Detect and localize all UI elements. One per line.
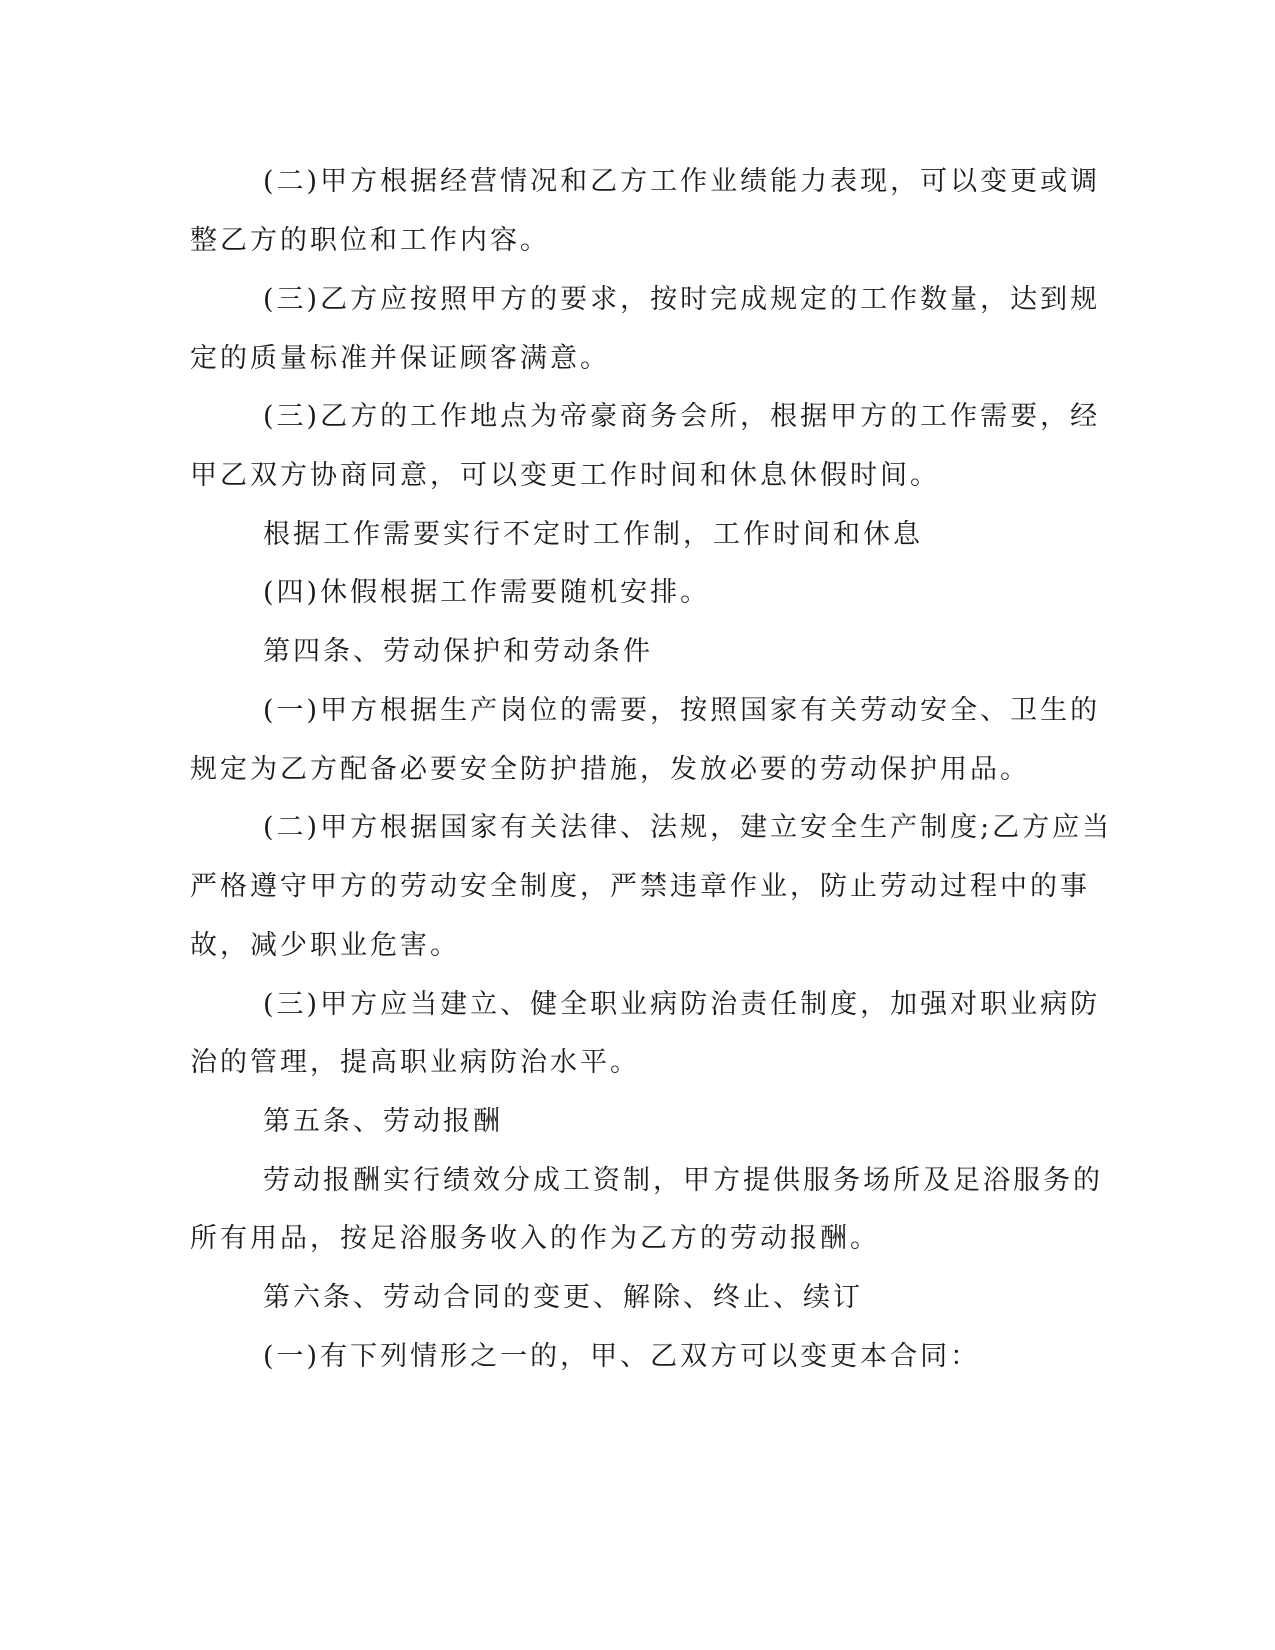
paragraph-line: 整乙方的职位和工作内容。 <box>190 225 550 256</box>
paragraph-line: 治的管理，提高职业病防治水平。 <box>190 1047 640 1078</box>
section-heading: 第五条、劳动报酬 <box>263 1106 503 1137</box>
paragraph-line: 严格遵守甲方的劳动安全制度，严禁违章作业，防止劳动过程中的事 <box>190 871 1090 902</box>
paragraph-line: 所有用品，按足浴服务收入的作为乙方的劳动报酬。 <box>190 1223 880 1254</box>
section-heading: 第六条、劳动合同的变更、解除、终止、续订 <box>263 1282 863 1313</box>
paragraph-line: 规定为乙方配备必要安全防护措施，发放必要的劳动保护用品。 <box>190 754 1030 785</box>
paragraph-line: 定的质量标准并保证顾客满意。 <box>190 343 610 374</box>
paragraph-line: (三)乙方的工作地点为帝豪商务会所，根据甲方的工作需要，经 <box>263 401 1101 432</box>
paragraph-line: (三)乙方应按照甲方的要求，按时完成规定的工作数量，达到规 <box>263 284 1101 315</box>
paragraph-line: 故，减少职业危害。 <box>190 930 460 961</box>
paragraph-line: (二)甲方根据经营情况和乙方工作业绩能力表现，可以变更或调 <box>263 166 1101 197</box>
paragraph-line: (四)休假根据工作需要随机安排。 <box>263 577 711 608</box>
paragraph-line: (一)甲方根据生产岗位的需要，按照国家有关劳动安全、卫生的 <box>263 695 1101 726</box>
paragraph-line: (二)甲方根据国家有关法律、法规，建立安全生产制度;乙方应当 <box>263 812 1113 843</box>
paragraph-line: 甲乙双方协商同意，可以变更工作时间和休息休假时间。 <box>190 460 940 491</box>
paragraph-line: (一)有下列情形之一的，甲、乙双方可以变更本合同： <box>263 1341 981 1372</box>
paragraph-line: (三)甲方应当建立、健全职业病防治责任制度，加强对职业病防 <box>263 989 1101 1020</box>
section-heading: 第四条、劳动保护和劳动条件 <box>263 636 653 667</box>
paragraph-line: 劳动报酬实行绩效分成工资制，甲方提供服务场所及足浴服务的 <box>263 1165 1103 1196</box>
paragraph-line: 根据工作需要实行不定时工作制，工作时间和休息 <box>263 519 923 550</box>
